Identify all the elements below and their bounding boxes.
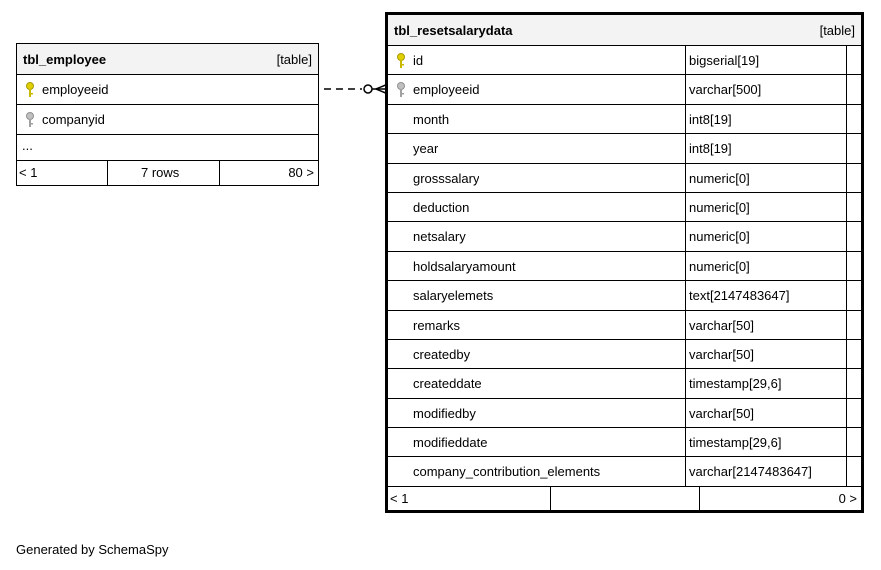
- column-name: salaryelemets: [413, 288, 494, 304]
- column-name: createddate: [413, 376, 482, 392]
- column-name: modifieddate: [413, 435, 488, 451]
- table-row[interactable]: [388, 457, 861, 486]
- resetsalarydata-table-footer: [388, 487, 861, 511]
- footer-rows: 7 rows: [141, 165, 180, 180]
- table-row[interactable]: [388, 428, 861, 457]
- column-type: numeric[0]: [689, 258, 750, 274]
- column-type: numeric[0]: [689, 199, 750, 215]
- foreign-key-icon: [25, 112, 35, 128]
- table-row[interactable]: [388, 75, 861, 104]
- table-row[interactable]: [17, 105, 318, 135]
- employee-table-kind: [table]: [276, 52, 312, 67]
- table-row[interactable]: [388, 369, 861, 398]
- employee-table-footer: [17, 161, 318, 185]
- column-name: month: [413, 111, 450, 127]
- foreign-key-icon: [396, 82, 406, 98]
- table-row[interactable]: [388, 399, 861, 428]
- column-type: timestamp[29,6]: [689, 435, 782, 451]
- resetsalarydata-rows: [388, 46, 861, 487]
- table-row[interactable]: [388, 105, 861, 134]
- resetsalarydata-table-name: tbl_resetsalarydata: [394, 23, 513, 38]
- footer-children: 0 >: [838, 490, 857, 506]
- table-row[interactable]: [388, 134, 861, 163]
- column-name: employeeid: [413, 82, 480, 98]
- column-name: modifiedby: [413, 405, 476, 421]
- column-type: timestamp[29,6]: [689, 376, 782, 392]
- column-name: id: [413, 53, 424, 68]
- column-name: company_contribution_elements: [413, 464, 601, 480]
- column-type: numeric[0]: [689, 229, 750, 245]
- table-row[interactable]: [388, 252, 861, 281]
- table-row[interactable]: [388, 193, 861, 222]
- column-type: varchar[50]: [689, 317, 755, 333]
- resetsalarydata-table-header: [388, 15, 861, 46]
- table-row[interactable]: [388, 281, 861, 310]
- employee-table-header: [17, 44, 318, 75]
- column-type: int8[19]: [689, 141, 732, 157]
- column-name: grosssalary: [413, 170, 480, 186]
- generated-by-label: Generated by SchemaSpy: [16, 542, 169, 557]
- employee-table[interactable]: [16, 43, 319, 186]
- column-type: int8[19]: [689, 111, 732, 127]
- column-name: year: [413, 141, 439, 157]
- column-type: numeric[0]: [689, 170, 750, 186]
- footer-children: 80 >: [288, 165, 314, 180]
- column-name: companyid: [42, 112, 105, 127]
- column-name: holdsalaryamount: [413, 258, 516, 274]
- table-row[interactable]: [388, 46, 861, 75]
- column-type: varchar[50]: [689, 405, 755, 421]
- table-row[interactable]: [388, 340, 861, 369]
- column-name: deduction: [413, 199, 470, 215]
- table-row[interactable]: [17, 75, 318, 105]
- column-name: netsalary: [413, 229, 466, 245]
- resetsalarydata-table[interactable]: [385, 12, 864, 513]
- column-name: createdby: [413, 346, 471, 362]
- footer-parents: < 1: [390, 490, 409, 506]
- column-type: varchar[2147483647]: [689, 464, 812, 480]
- table-row[interactable]: [388, 311, 861, 340]
- column-type: bigserial[19]: [689, 53, 760, 68]
- column-name: remarks: [413, 317, 460, 333]
- primary-key-icon: [396, 53, 406, 69]
- footer-parents: < 1: [19, 165, 38, 180]
- table-row[interactable]: [388, 164, 861, 193]
- employee-table-name: tbl_employee: [23, 52, 107, 67]
- resetsalarydata-table-kind: [table]: [819, 23, 855, 38]
- column-type: varchar[500]: [689, 82, 762, 98]
- table-row[interactable]: [388, 222, 861, 251]
- column-name: employeeid: [42, 82, 109, 97]
- column-type: varchar[50]: [689, 346, 755, 362]
- ellipsis-text: ...: [22, 138, 33, 153]
- column-type: text[2147483647]: [689, 288, 790, 304]
- primary-key-icon: [25, 82, 35, 98]
- ellipsis-row: [17, 135, 318, 161]
